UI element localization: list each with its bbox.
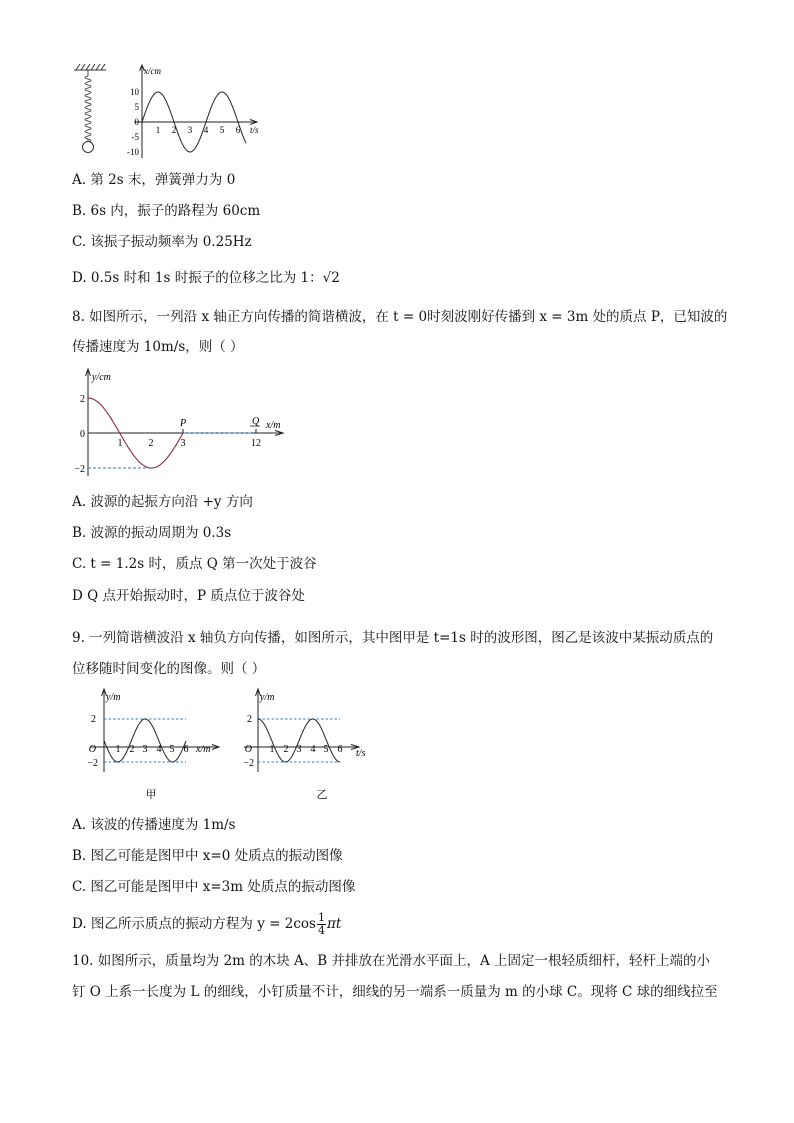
q9a-xtick: 5 (169, 744, 175, 755)
xtick-label: 4 (203, 125, 209, 135)
q9b-origin: O (244, 744, 252, 755)
q8-stem-line2: 传播速度为 10m/s，则（ ） (72, 339, 244, 355)
q9b-vibration-curve (258, 719, 340, 762)
q8-ylabel: y/cm (92, 372, 111, 383)
q8-ytick: −2 (74, 464, 85, 475)
ceiling-hatch (74, 64, 106, 70)
q9a-xtick: 4 (156, 744, 162, 755)
xtick-label: 3 (187, 125, 193, 135)
q8-xtick: 12 (251, 438, 261, 449)
fraction-numerator: 1 (317, 911, 325, 924)
q9a-xtick: 6 (183, 744, 189, 755)
ytick-label: 0 (134, 117, 139, 127)
q9b-xtick: 3 (296, 744, 302, 755)
q8-point-q-label: Q (252, 416, 260, 427)
q9a-xtick: 1 (115, 744, 121, 755)
q8-option-a: A. 波源的起振方向沿 +y 方向 (72, 494, 253, 510)
q9-figure-b (232, 686, 382, 808)
q9b-ytick: −2 (243, 758, 254, 769)
fraction (317, 912, 326, 937)
xtick-label: 6 (235, 125, 241, 135)
spring-graph-xlabel: t/s (250, 125, 259, 135)
q10-stem-line2: 钉 O 上系一长度为 L 的细线，小钉质量不计，细线的另一端系一质量为 m 的小球 C。现将 C 球的细线拉至 (72, 984, 718, 1000)
q8-xtick: 1 (117, 438, 123, 449)
q9a-wave-curve (104, 719, 186, 762)
q10-stem-line1: 10. 如图所示，质量均为 2m 的木块 A、B 并排放在光滑水平面上，A 上固定一根轻质细杆，轻杆上端的小 (72, 953, 711, 969)
q9-option-d-text: D. 图乙所示质点的振动方程为 y = 2cos (72, 916, 316, 932)
q9-option-b: B. 图乙可能是图甲中 x=0 处质点的振动图像 (72, 848, 343, 864)
q9b-xtick: 4 (310, 744, 316, 755)
q7-option-c: C. 该振子振动频率为 0.25Hz (72, 234, 252, 250)
q9-option-d-suffix: πt (326, 916, 342, 932)
q9-stem-line2: 位移随时间变化的图像。则（ ） (72, 661, 266, 677)
q9a-origin: O (88, 744, 96, 755)
q9b-xtick: 2 (283, 744, 289, 755)
ytick-label: 10 (130, 87, 139, 97)
q7-option-a: A. 第 2s 末，弹簧弹力为 0 (72, 172, 236, 188)
xtick-label: 5 (219, 125, 225, 135)
q9a-ytick: −2 (87, 758, 98, 769)
q9a-xtick: 2 (129, 744, 135, 755)
q9b-caption: 乙 (316, 789, 328, 801)
q8-xlabel: x/m (266, 420, 281, 431)
q8-ytick: 2 (80, 394, 85, 405)
q9-option-a: A. 该波的传播速度为 1m/s (72, 817, 236, 833)
q8-xtick: 2 (148, 438, 154, 449)
spring-oscillator-figure (60, 60, 290, 170)
q8-option-c: C. t = 1.2s 时，质点 Q 第一次处于波谷 (72, 556, 317, 572)
q9-option-c: C. 图乙可能是图甲中 x=3m 处质点的振动图像 (72, 879, 356, 895)
q9-figure-a (76, 686, 226, 808)
q8-wave-figure (66, 366, 306, 478)
q9b-ytick: 2 (247, 714, 252, 725)
q9-option-d (72, 912, 341, 937)
q9a-xtick: 3 (142, 744, 148, 755)
q9b-xtick: 5 (323, 744, 329, 755)
xtick-label: 2 (171, 125, 177, 135)
xtick-label: 1 (155, 125, 161, 135)
q9a-caption: 甲 (145, 789, 157, 801)
q9b-xlabel: t/s (356, 748, 366, 759)
ytick-label: -5 (131, 132, 139, 142)
q9a-ylabel: y/m (106, 692, 121, 703)
spring-coil (85, 70, 91, 151)
q9a-ytick: 2 (91, 714, 96, 725)
q9b-xtick: 6 (337, 744, 343, 755)
q8-point-p-label: P (180, 418, 187, 429)
q9a-xlabel: x/m (196, 744, 211, 755)
fraction-denominator: 4 (317, 924, 325, 937)
ytick-label: -10 (127, 147, 139, 157)
q8-option-b: B. 波源的振动周期为 0.3s (72, 525, 232, 541)
q9b-xtick: 1 (269, 744, 275, 755)
q8-stem-line1: 8. 如图所示，一列沿 x 轴正方向传播的简谐横波，在 t = 0时刻波刚好传播到 x = 3m 处的质点 P，已知波的 (72, 309, 728, 325)
q8-xtick: 3 (180, 438, 186, 449)
q9b-ylabel: y/m (260, 692, 275, 703)
q9-stem-line1: 9. 一列简谐横波沿 x 轴负方向传播，如图所示，其中图甲是 t=1s 时的波形图，图乙是该波中某振动质点的 (72, 630, 714, 646)
spring-graph-ylabel: x/cm (144, 66, 161, 76)
oscillator-ball (83, 142, 94, 153)
q7-option-b: B. 6s 内，振子的路程为 60cm (72, 203, 261, 219)
q7-option-d: D. 0.5s 时和 1s 时振子的位移之比为 1：√2 (72, 270, 340, 286)
q8-ytick: 0 (80, 429, 85, 440)
q8-option-d: D Q 点开始振动时，P 质点位于波谷处 (72, 588, 305, 604)
ytick-label: 5 (134, 102, 139, 112)
